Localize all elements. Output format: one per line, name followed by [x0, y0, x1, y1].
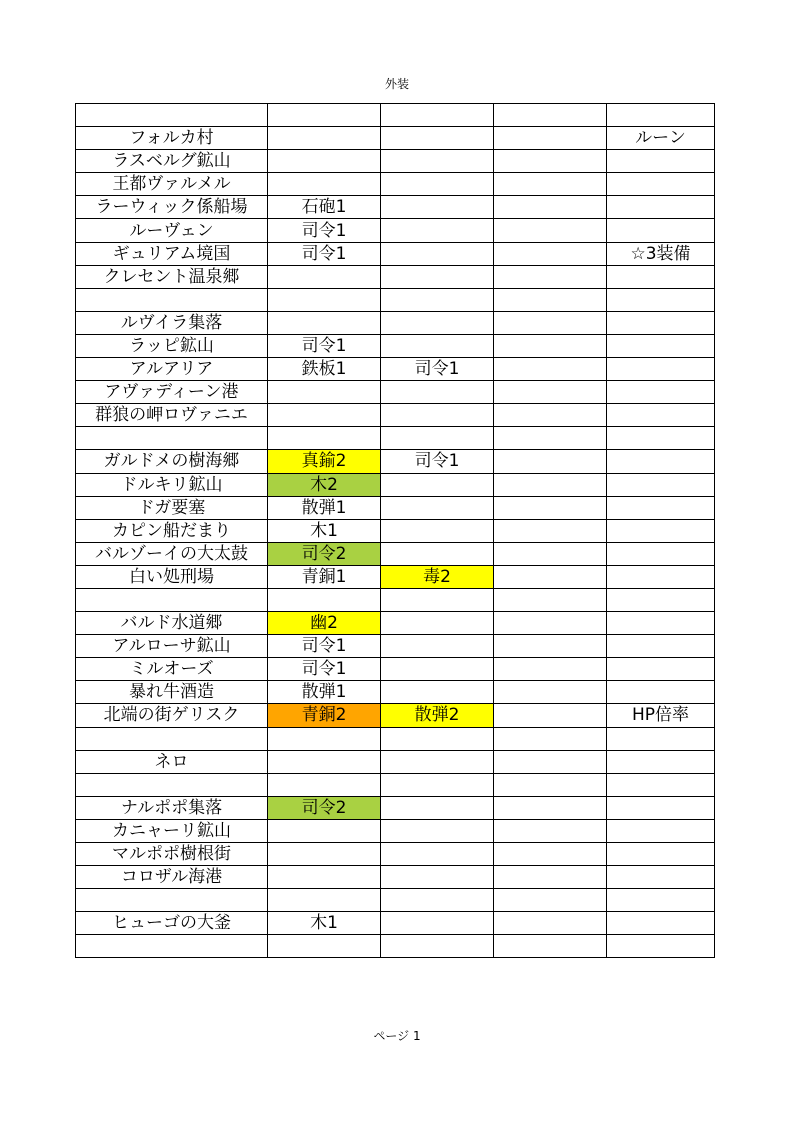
table-cell[interactable] [607, 635, 715, 658]
table-cell[interactable] [607, 219, 715, 242]
table-cell[interactable]: 司令2 [268, 796, 381, 819]
table-cell[interactable] [494, 565, 607, 588]
table-cell[interactable] [494, 843, 607, 866]
table-cell[interactable] [494, 819, 607, 842]
table-cell[interactable]: 鉄板1 [268, 358, 381, 381]
location-name-cell[interactable] [76, 773, 268, 796]
table-cell[interactable] [607, 427, 715, 450]
table-cell[interactable] [268, 889, 381, 912]
table-cell[interactable] [607, 750, 715, 773]
table-cell[interactable] [381, 496, 494, 519]
table-cell[interactable] [268, 750, 381, 773]
location-name-cell[interactable]: ギュリアム境国 [76, 242, 268, 265]
table-cell[interactable] [268, 404, 381, 427]
table-cell[interactable]: 散弾1 [268, 681, 381, 704]
table-row [76, 496, 715, 519]
table-cell[interactable] [381, 588, 494, 611]
table-cell[interactable] [607, 381, 715, 404]
table-cell[interactable] [268, 588, 381, 611]
table-row [76, 334, 715, 357]
table-cell[interactable] [494, 889, 607, 912]
location-name-cell[interactable]: ドガ要塞 [76, 496, 268, 519]
table-cell[interactable] [494, 935, 607, 958]
table-row [76, 173, 715, 196]
table-row [76, 843, 715, 866]
table-cell[interactable] [607, 450, 715, 473]
table-cell[interactable]: 司令1 [268, 334, 381, 357]
table-cell[interactable] [607, 196, 715, 219]
table-cell[interactable] [494, 265, 607, 288]
table-cell[interactable] [381, 843, 494, 866]
table-row [76, 727, 715, 750]
table-cell[interactable] [381, 242, 494, 265]
location-name-cell[interactable] [76, 935, 268, 958]
table-row [76, 542, 715, 565]
table-cell[interactable] [494, 242, 607, 265]
location-name-cell[interactable]: ラッピ鉱山 [76, 334, 268, 357]
location-name-cell[interactable]: バルゾーイの大太鼓 [76, 542, 268, 565]
location-name-cell[interactable]: バルド水道郷 [76, 612, 268, 635]
table-row [76, 150, 715, 173]
location-name-cell[interactable]: ラーウィック係船場 [76, 196, 268, 219]
table-cell[interactable] [268, 727, 381, 750]
table-cell[interactable] [494, 912, 607, 935]
table-row [76, 750, 715, 773]
location-name-cell[interactable]: カニャーリ鉱山 [76, 819, 268, 842]
table-cell[interactable] [381, 519, 494, 542]
table-cell[interactable]: ルーン [607, 127, 715, 150]
table-cell[interactable] [494, 635, 607, 658]
table-cell[interactable] [494, 727, 607, 750]
table-cell[interactable] [607, 473, 715, 496]
location-name-cell[interactable] [76, 288, 268, 311]
table-cell[interactable] [607, 519, 715, 542]
table-cell[interactable] [607, 727, 715, 750]
table-cell[interactable]: 司令1 [268, 658, 381, 681]
table-row [76, 612, 715, 635]
table-cell[interactable] [381, 635, 494, 658]
table-row [76, 381, 715, 404]
location-name-cell[interactable]: コロザル海港 [76, 866, 268, 889]
location-name-cell[interactable]: マルポポ樹根街 [76, 843, 268, 866]
location-name-cell[interactable]: ヒューゴの大釜 [76, 912, 268, 935]
table-cell[interactable] [607, 288, 715, 311]
table-cell[interactable] [494, 219, 607, 242]
table-cell[interactable] [381, 150, 494, 173]
table-row [76, 819, 715, 842]
table-cell[interactable] [607, 334, 715, 357]
table-cell[interactable] [607, 912, 715, 935]
table-cell[interactable]: 散弾1 [268, 496, 381, 519]
table-cell[interactable]: 木1 [268, 912, 381, 935]
table-cell[interactable]: 幽2 [268, 612, 381, 635]
table-row [76, 773, 715, 796]
table-cell[interactable] [494, 473, 607, 496]
table-cell[interactable] [607, 496, 715, 519]
table-cell[interactable] [381, 658, 494, 681]
table-cell[interactable] [607, 150, 715, 173]
table-row [76, 219, 715, 242]
table-cell[interactable]: 司令1 [381, 450, 494, 473]
location-name-cell[interactable]: ミルオーズ [76, 658, 268, 681]
location-name-cell[interactable]: フォルカ村 [76, 127, 268, 150]
table-cell[interactable] [494, 519, 607, 542]
table-cell[interactable] [494, 334, 607, 357]
table-cell[interactable] [607, 843, 715, 866]
table-cell[interactable]: 真鍮2 [268, 450, 381, 473]
table-cell[interactable] [494, 704, 607, 727]
table-row [76, 565, 715, 588]
table-cell[interactable] [381, 681, 494, 704]
table-cell[interactable] [381, 427, 494, 450]
table-row [76, 519, 715, 542]
table-cell[interactable] [607, 935, 715, 958]
table-row [76, 288, 715, 311]
table-row [76, 704, 715, 727]
location-name-cell[interactable]: 白い処刑場 [76, 565, 268, 588]
table-cell[interactable] [268, 843, 381, 866]
table-cell[interactable] [381, 866, 494, 889]
location-name-cell[interactable]: クレセント温泉郷 [76, 265, 268, 288]
table-cell[interactable]: 青銅1 [268, 565, 381, 588]
table-row [76, 450, 715, 473]
table-cell[interactable] [494, 866, 607, 889]
table-cell[interactable] [494, 796, 607, 819]
table-cell[interactable] [494, 311, 607, 334]
table-cell[interactable] [381, 750, 494, 773]
table-cell[interactable] [607, 773, 715, 796]
table-cell[interactable] [494, 127, 607, 150]
table-row [76, 196, 715, 219]
table-row [76, 796, 715, 819]
table-cell[interactable] [268, 866, 381, 889]
table-cell[interactable] [494, 773, 607, 796]
table-cell[interactable] [381, 381, 494, 404]
table-cell[interactable] [607, 173, 715, 196]
table-row [76, 404, 715, 427]
location-name-cell[interactable]: ネロ [76, 750, 268, 773]
location-name-cell[interactable]: 群狼の岬ロヴァニエ [76, 404, 268, 427]
table-cell[interactable]: 司令1 [268, 242, 381, 265]
table-cell[interactable] [607, 866, 715, 889]
table-row [76, 104, 715, 127]
spreadsheet-table [75, 103, 715, 958]
table-cell[interactable] [607, 542, 715, 565]
location-name-cell[interactable]: 北端の街ゲリスク [76, 704, 268, 727]
table-cell[interactable]: 石砲1 [268, 196, 381, 219]
table-cell[interactable] [381, 773, 494, 796]
table-cell[interactable]: 木2 [268, 473, 381, 496]
table-cell[interactable] [268, 311, 381, 334]
table-cell[interactable] [268, 104, 381, 127]
table-cell[interactable] [381, 334, 494, 357]
table-cell[interactable] [268, 773, 381, 796]
table-row [76, 242, 715, 265]
location-name-cell[interactable]: ナルポポ集落 [76, 796, 268, 819]
table-cell[interactable] [268, 288, 381, 311]
table-cell[interactable] [494, 681, 607, 704]
table-cell[interactable] [494, 404, 607, 427]
table-row [76, 912, 715, 935]
table-cell[interactable]: 司令1 [268, 219, 381, 242]
table-cell[interactable] [607, 796, 715, 819]
table-cell[interactable] [381, 473, 494, 496]
location-name-cell[interactable]: アルアリア [76, 358, 268, 381]
table-cell[interactable] [607, 612, 715, 635]
table-cell[interactable] [381, 104, 494, 127]
table-cell[interactable] [494, 542, 607, 565]
table-cell[interactable] [268, 381, 381, 404]
table-cell[interactable] [381, 889, 494, 912]
page-header-title: 外装 [384, 77, 409, 91]
table-row [76, 681, 715, 704]
table-cell[interactable] [607, 819, 715, 842]
table-row [76, 635, 715, 658]
table-row [76, 473, 715, 496]
table-cell[interactable] [381, 727, 494, 750]
table-row [76, 889, 715, 912]
table-row [76, 265, 715, 288]
table-cell[interactable] [607, 588, 715, 611]
location-name-cell[interactable] [76, 588, 268, 611]
table-row [76, 311, 715, 334]
table-cell[interactable] [381, 311, 494, 334]
table-cell[interactable] [607, 404, 715, 427]
table-cell[interactable] [494, 381, 607, 404]
location-name-cell[interactable]: ルヴイラ集落 [76, 311, 268, 334]
table-cell[interactable] [494, 196, 607, 219]
table-cell[interactable] [268, 427, 381, 450]
table-cell[interactable] [381, 542, 494, 565]
table-cell[interactable]: 司令1 [268, 635, 381, 658]
table-cell[interactable] [381, 612, 494, 635]
table-cell[interactable]: HP倍率 [607, 704, 715, 727]
page-footer-number: ページ 1 [373, 1029, 421, 1043]
table-row [76, 427, 715, 450]
table-cell[interactable] [607, 311, 715, 334]
table-row [76, 935, 715, 958]
table-cell[interactable] [607, 565, 715, 588]
location-name-cell[interactable]: ドルキリ鉱山 [76, 473, 268, 496]
table-cell[interactable] [381, 127, 494, 150]
table-cell[interactable] [381, 173, 494, 196]
table-cell[interactable] [494, 427, 607, 450]
table-cell[interactable]: 散弾2 [381, 704, 494, 727]
table-cell[interactable] [607, 358, 715, 381]
location-name-cell[interactable] [76, 104, 268, 127]
location-name-cell[interactable] [76, 889, 268, 912]
table-cell[interactable] [268, 935, 381, 958]
table-cell[interactable] [381, 796, 494, 819]
table-cell[interactable] [381, 265, 494, 288]
location-name-cell[interactable]: カピン船だまり [76, 519, 268, 542]
table-cell[interactable] [494, 750, 607, 773]
table-cell[interactable] [494, 450, 607, 473]
table-cell[interactable]: 毒2 [381, 565, 494, 588]
table-cell[interactable] [381, 819, 494, 842]
table-row [76, 658, 715, 681]
location-name-cell[interactable]: ルーヴェン [76, 219, 268, 242]
table-cell[interactable] [268, 265, 381, 288]
table-cell[interactable]: 司令1 [381, 358, 494, 381]
location-name-cell[interactable]: ガルドメの樹海郷 [76, 450, 268, 473]
table-cell[interactable]: 木1 [268, 519, 381, 542]
table-cell[interactable] [381, 912, 494, 935]
table-cell[interactable] [494, 358, 607, 381]
table-cell[interactable]: 司令2 [268, 542, 381, 565]
table-cell[interactable] [607, 265, 715, 288]
table-cell[interactable] [494, 173, 607, 196]
table-cell[interactable] [494, 496, 607, 519]
table-row [76, 866, 715, 889]
table-cell[interactable]: 青銅2 [268, 704, 381, 727]
location-name-cell[interactable]: アヴァディーン港 [76, 381, 268, 404]
table-cell[interactable] [381, 288, 494, 311]
table-row [76, 127, 715, 150]
table-cell[interactable] [381, 196, 494, 219]
table-cell[interactable] [268, 173, 381, 196]
location-name-cell[interactable] [76, 427, 268, 450]
spreadsheet-body [76, 104, 715, 958]
location-name-cell[interactable] [76, 727, 268, 750]
table-cell[interactable] [381, 219, 494, 242]
table-cell[interactable] [607, 104, 715, 127]
table-cell[interactable] [607, 658, 715, 681]
location-name-cell[interactable]: 暴れ牛酒造 [76, 681, 268, 704]
table-cell[interactable] [494, 588, 607, 611]
table-cell[interactable] [494, 612, 607, 635]
table-cell[interactable] [268, 819, 381, 842]
location-name-cell[interactable]: ラスベルグ鉱山 [76, 150, 268, 173]
table-cell[interactable]: ☆3装備 [607, 242, 715, 265]
table-row [76, 358, 715, 381]
table-cell[interactable] [268, 150, 381, 173]
table-cell[interactable] [381, 404, 494, 427]
table-row [76, 588, 715, 611]
table-cell[interactable] [494, 150, 607, 173]
table-cell[interactable] [607, 681, 715, 704]
table-cell[interactable] [494, 104, 607, 127]
table-cell[interactable] [494, 658, 607, 681]
table-cell[interactable] [381, 935, 494, 958]
location-name-cell[interactable]: アルローサ鉱山 [76, 635, 268, 658]
table-cell[interactable] [494, 288, 607, 311]
table-cell[interactable] [268, 127, 381, 150]
location-name-cell[interactable]: 王都ヴァルメル [76, 173, 268, 196]
table-cell[interactable] [607, 889, 715, 912]
